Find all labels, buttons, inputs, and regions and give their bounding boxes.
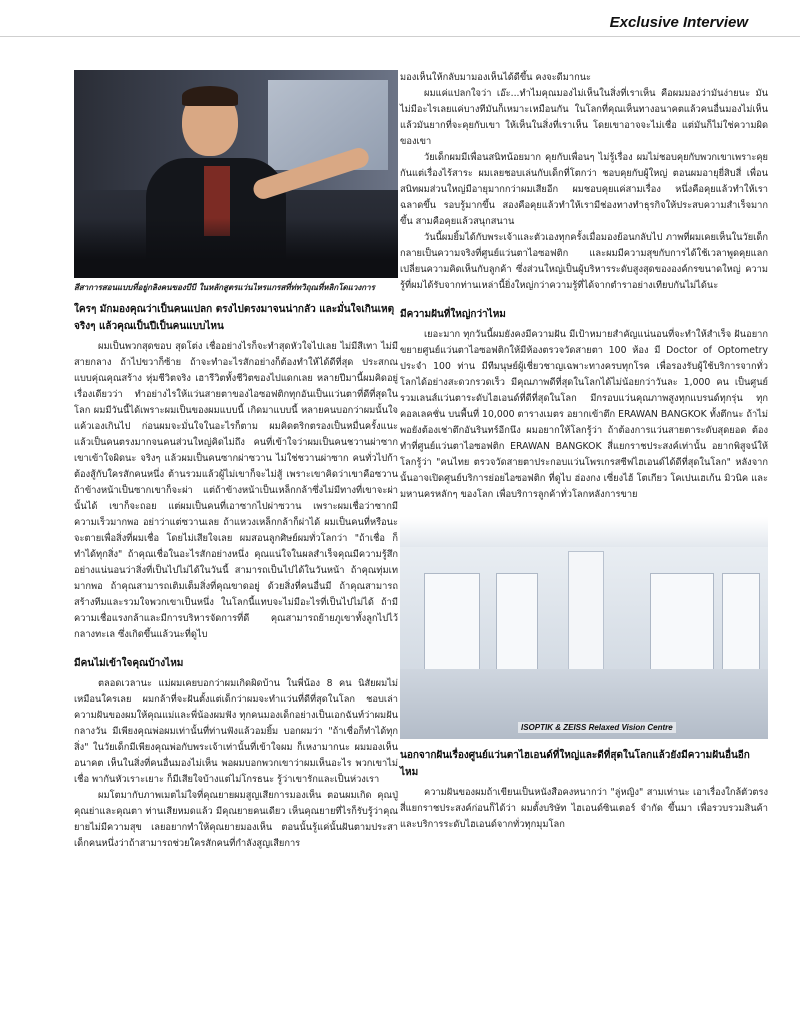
answer-paragraph: ตลอดเวลานะ แม่ผมเคยบอกว่าผมเกิดผิดบ้าน ในพี่น้อง 8 คน นิสัยผมไม่เหมือนใครเลย ผมกล้าที่จะฝันตั้งแต่เด็กว่าผมจะทำแว่นที่ดีที่สุดในโลก ชอบเล่าความฝันของผมให้คุณแม่และพี่น้องผมฟัง ทุกคนมองเด็กอย่างเป็นเอกฉันท์ว่าผมฝันกลางวัน มีเพียงคุณพ่อผมเท่านั้นที่ท่านฟังแล้วอมยิ้ม บอกผมว่า "ถ้าเชื่อก็ทำได้ทุกสิ่ง" ในวัยเด็กมีเพียงคุณพ่อกับพระเจ้าเท่านั้นที่เข้าใจผม ก็เหงามากนะ ผมมองเห็นอนาคต เห็นในสิ่งที่คนอื่นมองไม่เห็น พอผมบอกพวกเขาว่าผมเห็นอะไร พวกเขาไม่เชื่อ พากันหัวเราะเยาะ ก็มีเสียใจบ้างแต่ไม่โกรธนะ รู้ว่าเขารักและเป็นห่วงเรา: [74, 678, 398, 785]
question-heading: ใครๆ มักมองคุณว่าเป็นคนแปลก ตรงไปตรงมาจนน่ากลัว และมั่นใจเกินเหตุจริงๆ แล้วคุณเป็นปีเป็นคนแบบไหน: [74, 304, 395, 332]
photo-caption: สีสาการสอนแบบที่อยู่กลิงคนของบีบี ในหลักสูตรแว่นไหรแกรสที่ท่ทวิถุณที่หลิกโดแวงการ: [74, 283, 375, 292]
question-heading: มีความฝันที่ใหญ่กว่าไหม: [400, 309, 506, 320]
section-label: Exclusive Interview: [609, 14, 748, 31]
vision-centre-photo: [400, 517, 768, 739]
photo-label: ISOPTIK & ZEISS Relaxed Vision Centre: [518, 722, 676, 733]
answer-paragraph: ผมโตมากับภาพเมตไม่ใจที่คุณยายผมสูญเสียการมองเห็น ตอนผมเกิด คุณปู่ คุณย่าและคุณตา ท่านเสียหมดแล้ว มีคุณยายคนเดียว เห็นคุณยายที่ไรก็รับรู้ว่าคุณยายไม่มีความสุข เลยอยากทำให้คุณยายมองเห็น ตอนนั้นรู้แค่นั้นฝันตามประสาเด็กคนหนึ่งว่าถ้าสามารถช่วยใครสักคนที่กำลังสูญเสียการ: [74, 790, 398, 849]
answer-paragraph: ผมแค่แปลกใจว่า เอ๊ะ...ทำไมคุณมองไม่เห็นในสิ่งที่เราเห็น คือผมมองว่ามันง่ายนะ มันไม่มีอะไรเลยแค่บางทีมันก็เหมาะเหมือนกัน ในโลกที่คุณเห็นทางอนาคตแล้วคนอื่นมองไม่เห็น แล้วมันยากที่จะคุยกับเขา ให้เห็นในสิ่งที่เราเห็น โดยเขาอาจจะไม่เชื่อ แต่มันก็ไม่ใช่ความผิดของเขา: [400, 88, 768, 147]
answer-paragraph: มองเห็นให้กลับมามองเห็นได้ดีขึ้น คงจะดีมากนะ: [400, 72, 592, 83]
left-column: [74, 70, 398, 852]
header-divider: [0, 36, 800, 37]
answer-paragraph: เยอะมาก ทุกวันนี้ผมยังคงมีความฝัน มีเป้าหมายสำคัญแน่นอนที่จะทำให้สำเร็จ ฝันอยากขยายศูนย์แว่นตาไอซอฟติกให้มีห้องตรวจวัดสายตา 100 ห้อง มี Doctor of Optometry ประจำ 100 ท่าน มีทีมนุษย์ผู้เชี่ยวชาญเฉพาะทางครบทุกโรค เพื่อรองรับผู้ใช้บริการจากทั่วโลกได้อย่างสะดวกรวดเร็ว มีคุณภาพดีที่สุดในโลกได้ไม่น้อยกว่าวันละ 1,000 คน เป็นศูนย์รวมเลนส์แว่นตาระดับไฮเอนด์ที่ดีที่สุดในโลก มีกรอบแว่นคุณภาพสูงทุกแบรนด์ทุกรุ่น ทุกคอลเลคชั่น บนพื้นที่ 10,000 ตารางเมตร อยากเข้าตึก ERAWAN BANGKOK ทั้งตึกนะ ถ้าไม่พอยังต้องเช่าตึกอันรินทร์อีกนึง ผมอยากให้โลกรู้ว่า ถ้าต้องการแว่นสายตาระดับสุดยอด ต้องทำที่ศูนย์แว่นตาไอซอฟติก ERAWAN BANGKOK สี่แยกราชประสงค์เท่านั้น อยากพิสูจน์ให้โลกรู้ว่า "คนไทย ตรวจวัดสายตาประกอบแว่นโพรเกรสซีฟไฮเอนด์ได้ดีที่สุดในโลก" หลังจากนั้นอาจเปิดศูนย์บริการย่อยไอซอฟติก ที่ดูไบ ฮ่องกง เซี่ยงไฮ้ โตเกียว โคเปนเฮเก้น มิวนิค และมหานครหลักๆ ของโลก เพื่อบริการลูกค้าทั่วโลกหลังการขาย: [400, 329, 768, 500]
answer-paragraph: ความฝันของผมถ้าเขียนเป็นหนังสือคงหนากว่า "ลู่หญิง" สามเท่านะ เอาเรื่องใกล้ตัวตรงสี่แยกราชประสงค์ก่อนก็ได้ว่า ผมตั้งบริษัท ไฮเอนด์ซินเตอร์ จำกัด ขึ้นมา เพื่อรวบรวมสินค้าและบริการระดับไฮเอนด์จากทั่วทุกมุมโลก: [400, 787, 768, 830]
speaker-photo: [74, 70, 398, 278]
answer-paragraph: วันนี้ผมยิ้มได้กับพระเจ้าและตัวเองทุกครั้งเมื่อมองย้อนกลับไป ภาพที่ผมเคยเห็นในวัยเด็กกลายเป็นความจริงที่ศูนย์แว่นตาไอซอฟติก และผมมีความสุขกับการได้ใช้เวลาพูดคุยแลกเปลี่ยนความคิดเห็นกับลูกค้า ซึ่งส่วนใหญ่เป็นผู้บริหารระดับสูงสุดขององค์กรขนาดใหญ่ ความรู้ที่ผมได้รับจากท่านเหล่านี้ยิ่งใหญ่กว่าความรู้ที่ได้จากตำราอย่างเทียบกันไม่ได้นะ: [400, 232, 768, 291]
right-column: [400, 70, 768, 833]
question-heading: มีคนไม่เข้าใจคุณบ้างไหม: [74, 658, 184, 669]
question-heading: นอกจากฝันเรื่องศูนย์แว่นตาไฮเอนด์ที่ใหญ่และดีที่สุดในโลกแล้วยังมีความฝันอื่นอีกไหม: [400, 750, 750, 778]
answer-paragraph: วัยเด็กผมมีเพื่อนสนิทน้อยมาก คุยกับเพื่อนๆ ไม่รู้เรื่อง ผมไม่ชอบคุยกับพวกเขาเพราะคุยกันแต่เรื่องไร้สาระ ผมเลยชอบเล่นกับเด็กที่โตกว่า ชอบคุยกับผู้ใหญ่ ตอนผมอายุยี่สิบสี่ เพื่อนสนิทผมส่วนใหญ่มีอายุมากกว่าผมเสียอีก ผมชอบคุยแค่สามเรื่อง หนึ่งคือคุยแล้วทำให้เราฉลาดขึ้น รอบรู้มากขึ้น สองคือคุยแล้วทำให้เรามีช่องทางทำธุรกิจให้ประสบความสำเร็จมากขึ้น สามคือคุยแล้วสนุกสนาน: [400, 152, 768, 227]
answer-paragraph: ผมเป็นพวกสุดขอบ สุดโต่ง เชื่ออย่างไรก็จะทำสุดหัวใจไปเลย ไม่มีสีเทา ไม่มีสายกลาง ถ้าไปขวาก็ซ้าย ถ้าจะทำอะไรสักอย่างก็ต้องทำให้ได้ดีที่สุด ประสกณแบบคุ่ณคุณสร้าง หุ่มชีวิตจริง เฮารีวิตทั้งชีวิตของไปแดกเลย หลายปีมานี้ผมคิดอยู่เรื่องเดียวว่า ทำอย่างไรให้แว่นสายตาของไอซอฟติกทุกอันเป็นแว่นตาที่ดีที่สุดในโลก ผมมีวันนี้ได้เพราะผมเป็นของผมแบบนี้ เกิดมาแบบนี้ หลายคนบอกว่าผมนั้นใจแค้วเองเกินไป ก่อนผมจะมั่นใจในอะไรก็ตาม ผมคิดตริกตรองเป็นหมื่นครั้งแนะ แล้วเป็นคนตรงมากจนคนส่วนใหญ่คิดไม่ถึง คนที่เข้าใจว่าผมเป็นคนชวานผ่าซาก เขาเข้าใจผิดนะ จริงๆ แล้วผมเป็นคนซากผ่าซวาน ไม่ใช่ชวานผ่าซาก คนทั่วไปก้าต้องสู้กับใครสักคนหนึ่ง ต้านรวมแล้วผู้ไม่เขาก็จะไม่สู้ เพราะเขาคิดว่าเขาคือซวาน ถ้าข้างหน้าเป็นซากเขาก็จะผ่า แต่ถ้าข้างหน้าเป็นเหล็กกล้าซึ่งไม่มีทางที่เขาจะผ่านั้นได้ เขาก็จะถอย แต่ผมเป็นคนที่เอาซากไปผ่าซวาน เพราะผมเชื่อว่าซากมีความเร็วมากพอ อย่าว่าแต่ซวานเลย ถ้าแหวงเหล็กกล้าก็ผ่าได้ ผมเป็นคนที่หรือนะจะตายเพื่อสิ่งที่ผมเชื่อ โดยไม่เสียใจเลย ผมสอนลูกศิษย์ผมทั่วโลกว่า "ถ้าเชื่อ ก็ทำได้ทุกสิ่ง" ถ้าคุณเชื่อในอะไรสักอย่างหนึ่ง คุณแน่ใจในผลสำเร็จคุณมีความรู้สึกอย่างแน่นอนว่าสิ่งที่เป็นไปไม่ได้ในวันนี้ สามารถเป็นไปได้ในวันหน้า ถ้าคุณทุ่มเทมากพอ ถ้าคุณสามารถเติมเต็มสิ่งที่คุณขาดอยู่ ด้วยสิ่งที่คนอื่นมี ถ้าคุณสามารถสร้างทีมและรวมใจพวกเขาเป็นหนึ่ง ในโลกนี้แทบจะไม่มีอะไรที่เป็นไปไม่ได้ ถ้ามีความเชื่อแรงกล้าและมีการบริหารจัดการที่ดี คุณสามารถย้ายภูเขาทั้งลูกไปไว้กลางทะเล ซึ่งเกิดขึ้นแล้วนะที่ดูไบ: [74, 341, 398, 640]
